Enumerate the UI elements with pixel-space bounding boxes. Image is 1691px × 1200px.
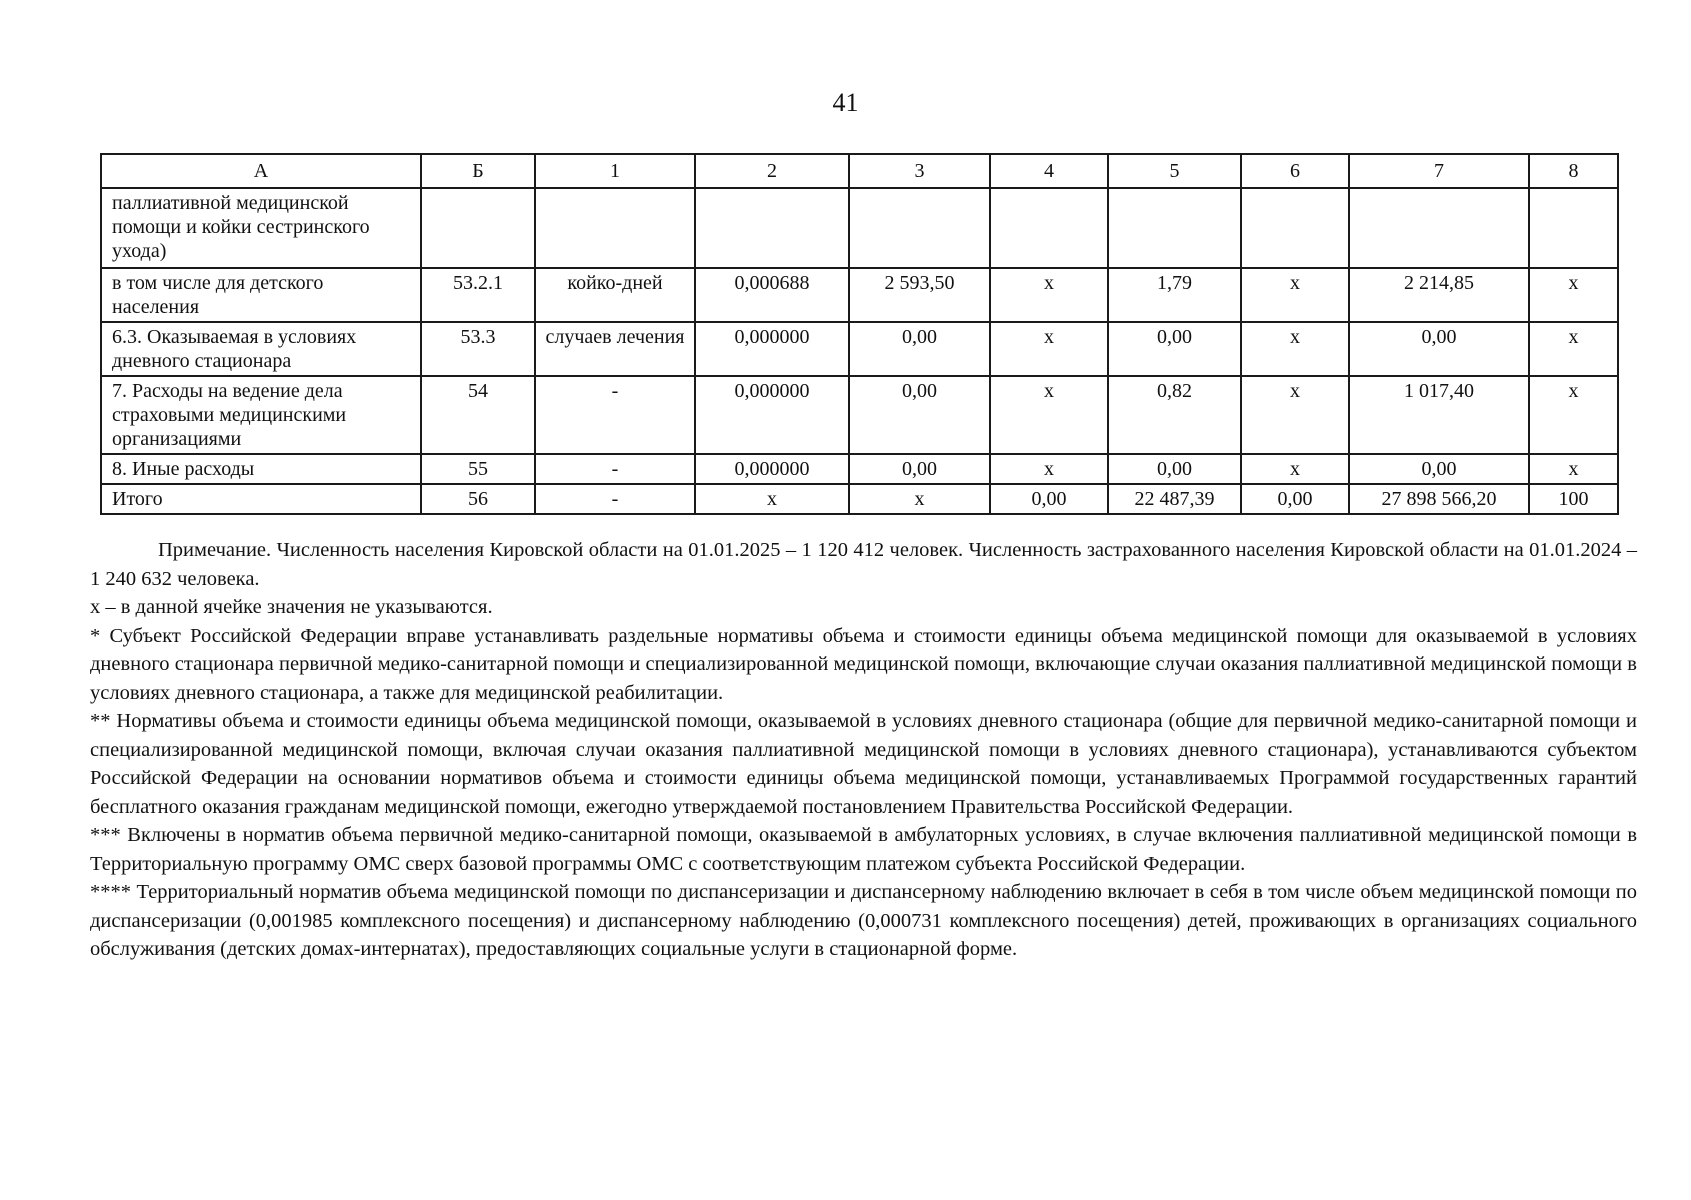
table-cell bbox=[1529, 188, 1618, 268]
table-header-row bbox=[101, 154, 1618, 188]
row-name-cell: 8. Иные расходы bbox=[101, 454, 421, 484]
row-name-cell: в том числе для детского населения bbox=[101, 268, 421, 322]
table-cell: 0,00 bbox=[1349, 454, 1529, 484]
column-header: 1 bbox=[535, 154, 695, 188]
table-row bbox=[101, 322, 1618, 376]
table-cell: 53.2.1 bbox=[421, 268, 535, 322]
table-cell: х bbox=[695, 484, 849, 514]
table-cell: х bbox=[990, 322, 1108, 376]
table-cell bbox=[849, 188, 990, 268]
note-paragraph: *** Включены в норматив объема первичной медико-санитарной помощи, оказываемой в амбулаторных условиях, в случае включения паллиативной медицинской помощи в Территориальную программу ОМС сверх базовой программы ОМС с соответствующим платежом субъекта Российской Федерации. bbox=[90, 824, 1637, 875]
column-header: 7 bbox=[1349, 154, 1529, 188]
table-cell: - bbox=[535, 376, 695, 454]
table-cell: случаев лечения bbox=[535, 322, 695, 376]
table-cell: 2 593,50 bbox=[849, 268, 990, 322]
table-cell: х bbox=[1241, 376, 1349, 454]
table-row-total bbox=[101, 484, 1618, 514]
table-cell bbox=[535, 188, 695, 268]
table-cell bbox=[421, 188, 535, 268]
column-header: А bbox=[101, 154, 421, 188]
table-cell: 56 bbox=[421, 484, 535, 514]
table-cell: х bbox=[1241, 454, 1349, 484]
table-cell: 100 bbox=[1529, 484, 1618, 514]
table-cell: 54 bbox=[421, 376, 535, 454]
note-paragraph: **** Территориальный норматив объема медицинской помощи по диспансеризации и диспансерному наблюдению включает в себя в том числе объем медицинской помощи по диспансеризации (0,001985 комплексного посещения) и диспансерному наблюдению (0,000731 комплексного посещения) детей, проживающих в организациях социального обслуживания (детских домах-интернатах), предоставляющих социальные услуги в стационарной форме. bbox=[90, 881, 1637, 960]
row-name-cell: 7. Расходы на ведение дела страховыми медицинскими организациями bbox=[101, 376, 421, 454]
table-cell: койко-дней bbox=[535, 268, 695, 322]
table-cell bbox=[1241, 188, 1349, 268]
table-cell: 0,00 bbox=[1108, 322, 1241, 376]
table-cell: 0,000000 bbox=[695, 322, 849, 376]
note-paragraph: * Субъект Российской Федерации вправе устанавливать раздельные нормативы объема и стоимости единицы объема медицинской помощи для оказываемой в условиях дневного стационара первичной медико-санитарной помощи и специализированной медицинской помощи, включающие случаи оказания паллиативной медицинской помощи в условиях дневного стационара, а также для медицинской реабилитации. bbox=[90, 624, 1637, 704]
normatives-table bbox=[100, 153, 1619, 515]
table-cell: 2 214,85 bbox=[1349, 268, 1529, 322]
table-cell bbox=[695, 188, 849, 268]
table-cell: х bbox=[1241, 268, 1349, 322]
note-paragraph: ** Нормативы объема и стоимости единицы объема медицинской помощи, оказываемой в условиях дневного стационара (общие для первичной медико-санитарной помощи и специализированной медицинской помощи, включая случаи оказания паллиативной медицинской помощи в условиях дневного стационара), устанавливаются субъектом Российской Федерации на основании нормативов объема и стоимости единицы объема медицинской помощи, устанавливаемых Программой государственных гарантий бесплатного оказания гражданам медицинской помощи, ежегодно утверждаемой постановлением Правительства Российской Федерации. bbox=[90, 710, 1637, 818]
table-cell: 0,82 bbox=[1108, 376, 1241, 454]
table-cell: 1,79 bbox=[1108, 268, 1241, 322]
row-name-cell: 6.3. Оказываемая в условиях дневного стационара bbox=[101, 322, 421, 376]
table-cell: 0,00 bbox=[1241, 484, 1349, 514]
table-cell: 53.3 bbox=[421, 322, 535, 376]
column-header: 5 bbox=[1108, 154, 1241, 188]
row-name-cell: паллиативной медицинской помощи и койки сестринского ухода) bbox=[101, 188, 421, 268]
table-cell: 0,00 bbox=[849, 454, 990, 484]
table-cell: х bbox=[1529, 376, 1618, 454]
table-row bbox=[101, 268, 1618, 322]
table-cell: 27 898 566,20 bbox=[1349, 484, 1529, 514]
column-header: 8 bbox=[1529, 154, 1618, 188]
table-cell: 1 017,40 bbox=[1349, 376, 1529, 454]
table-cell: х bbox=[990, 376, 1108, 454]
column-header: 6 bbox=[1241, 154, 1349, 188]
column-header: 2 bbox=[695, 154, 849, 188]
table-cell: 0,00 bbox=[1349, 322, 1529, 376]
table-cell: 22 487,39 bbox=[1108, 484, 1241, 514]
page-number: 41 bbox=[832, 88, 859, 117]
column-header: 4 bbox=[990, 154, 1108, 188]
column-header: Б bbox=[421, 154, 535, 188]
table-cell: х bbox=[990, 268, 1108, 322]
table-cell: 0,000000 bbox=[695, 376, 849, 454]
table-cell: 0,000688 bbox=[695, 268, 849, 322]
note-paragraph: х – в данной ячейке значения не указываются. bbox=[90, 596, 493, 618]
table-cell: 0,000000 bbox=[695, 454, 849, 484]
table-cell: х bbox=[1529, 454, 1618, 484]
notes-section bbox=[90, 536, 1637, 964]
row-name-cell: Итого bbox=[101, 484, 421, 514]
table-cell: - bbox=[535, 454, 695, 484]
table-cell: 0,00 bbox=[849, 322, 990, 376]
table-row bbox=[101, 188, 1618, 268]
column-header: 3 bbox=[849, 154, 990, 188]
table-cell: 0,00 bbox=[1108, 454, 1241, 484]
note-paragraph: Примечание. Численность населения Кировской области на 01.01.2025 – 1 120 412 человек. Численность застрахованного населения Кировской области на 01.01.2024 – 1 240 632 человека. bbox=[90, 539, 1637, 590]
table-cell: 0,00 bbox=[990, 484, 1108, 514]
table-cell: 55 bbox=[421, 454, 535, 484]
table-cell bbox=[1108, 188, 1241, 268]
table-cell: х bbox=[1241, 322, 1349, 376]
table-row bbox=[101, 454, 1618, 484]
table-cell: х bbox=[1529, 322, 1618, 376]
table-cell: х bbox=[849, 484, 990, 514]
table-cell: х bbox=[990, 454, 1108, 484]
table-cell: х bbox=[1529, 268, 1618, 322]
table-cell: - bbox=[535, 484, 695, 514]
table-cell: 0,00 bbox=[849, 376, 990, 454]
table-cell bbox=[1349, 188, 1529, 268]
table-row bbox=[101, 376, 1618, 454]
table-cell bbox=[990, 188, 1108, 268]
